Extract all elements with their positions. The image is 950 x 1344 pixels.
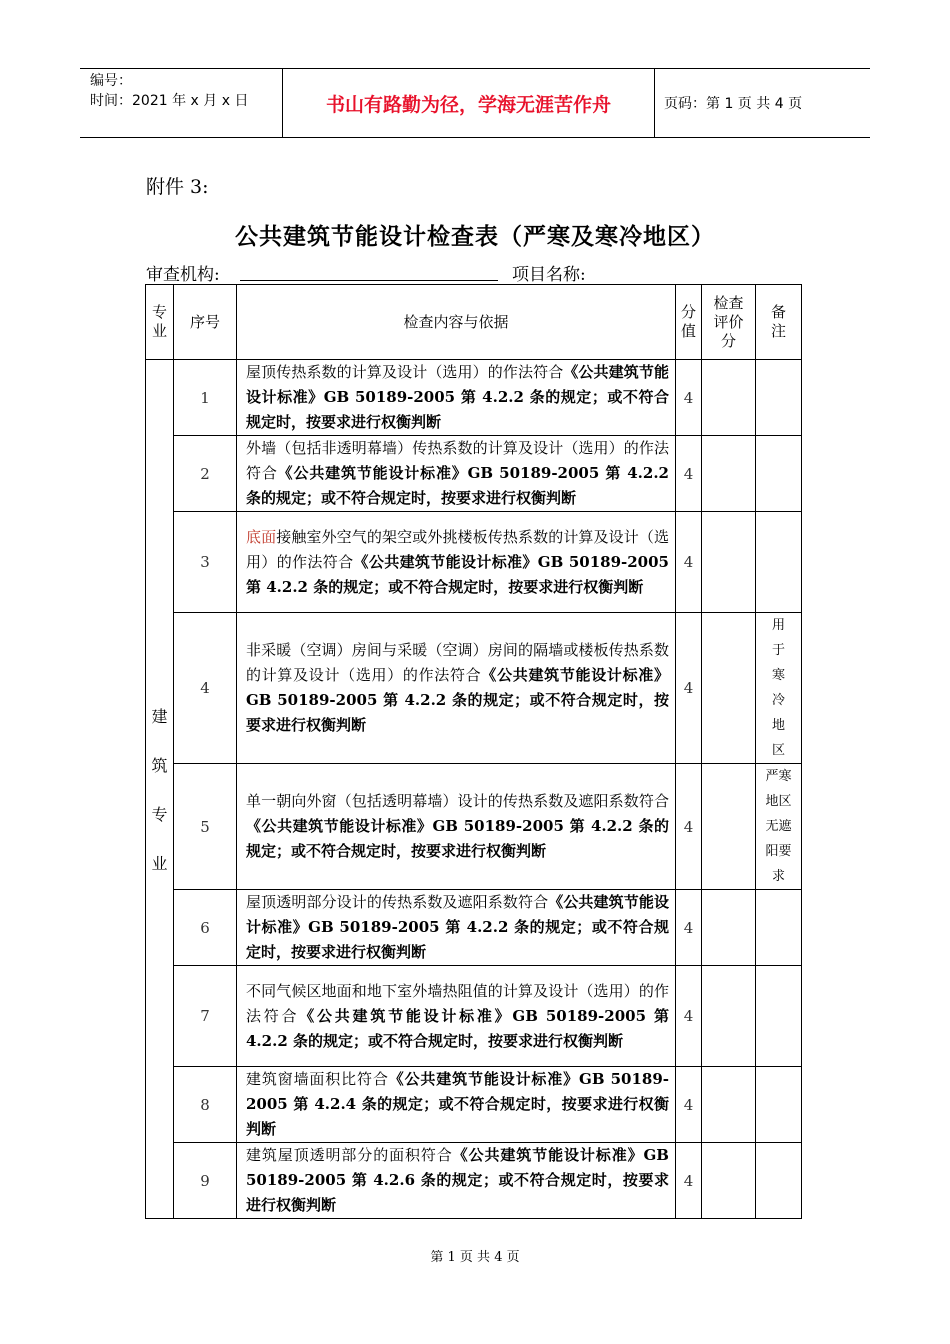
- row-score: 4: [676, 1067, 702, 1143]
- row-content: [237, 966, 676, 1067]
- content-text: 建筑窗墙面积比符合: [246, 1070, 389, 1088]
- table-row: [146, 966, 802, 1067]
- row-evaluation: [702, 1143, 756, 1219]
- row-score: 4: [676, 436, 702, 512]
- header-meta: [80, 69, 282, 137]
- note-char: 严寒: [765, 769, 792, 784]
- row-note: [756, 613, 802, 764]
- highlight-text: 底面: [246, 527, 277, 546]
- review-org-blank: [240, 280, 498, 281]
- row-number: 2: [174, 436, 237, 512]
- specialty-char: 业: [151, 854, 168, 873]
- header-time: 时间：2021 年 x 月 x 日: [90, 93, 249, 109]
- row-number: 8: [174, 1067, 237, 1143]
- standard-reference: 《公共建筑节能设计标准》GB 50189-2005 第 4.2.2 条的规定；或不符合规定时，按要求进行权衡判断: [246, 666, 669, 734]
- meta-line: [146, 260, 806, 286]
- row-evaluation: [702, 613, 756, 764]
- content-text: 屋顶透明部分设计的传热系数及遮阳系数符合: [246, 893, 549, 911]
- table-row: [146, 436, 802, 512]
- row-note: [756, 764, 802, 890]
- row-score: 4: [676, 966, 702, 1067]
- standard-reference: 《公共建筑节能设计标准》GB 50189-2005 第 4.2.2 条的规定；或不符合规定时，按要求进行权衡判断: [246, 552, 669, 596]
- content-text: 建筑屋顶透明部分的面积符合: [246, 1146, 453, 1164]
- header-content: 检查内容与依据: [237, 285, 676, 360]
- page-header: [80, 68, 870, 138]
- table-row: [146, 360, 802, 436]
- header-evaluation: 检查 评价 分: [702, 285, 756, 360]
- standard-reference: 《公共建筑节能设计标准》GB 50189-2005 第 4.2.2 条的规定；或不符合规定时，按要求进行权衡判断: [246, 1006, 669, 1050]
- note-char: 区: [771, 743, 785, 758]
- note-char: 地区: [765, 794, 792, 809]
- project-name-label: 项目名称:: [512, 265, 586, 285]
- row-number: 4: [174, 613, 237, 764]
- specialty-cell: [146, 360, 174, 1219]
- header-note: 备 注: [756, 285, 802, 360]
- row-number: 7: [174, 966, 237, 1067]
- attachment-label: 附件 3:: [146, 176, 209, 198]
- row-content: [237, 613, 676, 764]
- row-note: [756, 966, 802, 1067]
- header-specialty: 专 业: [146, 285, 174, 360]
- standard-reference: 《公共建筑节能设计标准》GB 50189-2005 第 4.2.2 条的规定；或不符合规定时，按要求进行权衡判断: [246, 363, 669, 431]
- header-score: 分 值: [676, 285, 702, 360]
- note-char: 于: [771, 643, 785, 658]
- row-number: 5: [174, 764, 237, 890]
- row-note: [756, 436, 802, 512]
- standard-reference: 《公共建筑节能设计标准》GB 50189-2005 第 4.2.2 条的规定；或不符合规定时，按要求进行权衡判断: [246, 893, 669, 961]
- row-note: [756, 1067, 802, 1143]
- row-note: [756, 890, 802, 966]
- header-motto: 书山有路勤为径，学海无涯苦作舟: [282, 69, 655, 137]
- row-evaluation: [702, 360, 756, 436]
- content-text: 屋顶传热系数的计算及设计（选用）的作法符合: [246, 363, 564, 381]
- row-score: 4: [676, 360, 702, 436]
- note-char: 冷: [771, 693, 785, 708]
- row-note: [756, 360, 802, 436]
- table-row: [146, 764, 802, 890]
- note-char: 地: [771, 718, 785, 733]
- header-code: 编号：: [90, 73, 132, 89]
- standard-reference: 《公共建筑节能设计标准》GB 50189-2005 第 4.2.6 条的规定；或不符合规定时，按要求进行权衡判断: [246, 1146, 669, 1214]
- document-title: 公共建筑节能设计检查表（严寒及寒冷地区）: [235, 224, 715, 250]
- row-evaluation: [702, 512, 756, 613]
- row-number: 6: [174, 890, 237, 966]
- row-evaluation: [702, 764, 756, 890]
- row-score: 4: [676, 764, 702, 890]
- row-content: [237, 1143, 676, 1219]
- row-score: 4: [676, 512, 702, 613]
- row-evaluation: [702, 1067, 756, 1143]
- header-page-number: 页码：第 1 页 共 4 页: [664, 96, 803, 112]
- standard-reference: 《公共建筑节能设计标准》GB 50189-2005 第 4.2.2 条的规定；或不符合规定时，按要求进行权衡判断: [246, 817, 669, 860]
- table-row: [146, 613, 802, 764]
- content-text: 外墙（包括非透明幕墙）传热系数的计算及设计（选用）的作法符合: [246, 439, 669, 482]
- row-evaluation: [702, 966, 756, 1067]
- row-number: 1: [174, 360, 237, 436]
- specialty-char: 建: [151, 707, 168, 726]
- row-note: [756, 512, 802, 613]
- row-score: 4: [676, 890, 702, 966]
- note-char: 求: [771, 869, 785, 884]
- page-footer: 第 1 页 共 4 页: [430, 1250, 520, 1265]
- content-text: 不同气候区地面和地下室外墙热阻值的计算及设计（选用）的作法符合: [246, 981, 669, 1025]
- note-char: 无遮: [765, 819, 792, 834]
- row-evaluation: [702, 436, 756, 512]
- content-text: 单一朝向外窗（包括透明幕墙）设计的传热系数及遮阳系数符合: [246, 792, 669, 810]
- specialty-char: 专: [151, 805, 168, 824]
- note-char: 阳要: [765, 844, 792, 859]
- table-row: [146, 1067, 802, 1143]
- content-text: 非采暖（空调）房间与采暖（空调）房间的隔墙或楼板传热系数的计算及设计（选用）的作法符合: [246, 641, 669, 684]
- row-content: [237, 436, 676, 512]
- row-content: [237, 890, 676, 966]
- row-content: [237, 1067, 676, 1143]
- table-row: [146, 512, 802, 613]
- checklist-table: [145, 284, 802, 1219]
- table-header-row: [146, 285, 802, 360]
- standard-reference: 《公共建筑节能设计标准》GB 50189-2005 第 4.2.2 条的规定；或不符合规定时，按要求进行权衡判断: [246, 464, 669, 507]
- row-number: 3: [174, 512, 237, 613]
- row-content: [237, 512, 676, 613]
- row-score: 4: [676, 1143, 702, 1219]
- row-content: [237, 764, 676, 890]
- table-row: [146, 1143, 802, 1219]
- specialty-char: 筑: [151, 756, 168, 775]
- row-content: [237, 360, 676, 436]
- row-score: 4: [676, 613, 702, 764]
- row-number: 9: [174, 1143, 237, 1219]
- note-char: 用: [771, 618, 785, 633]
- header-index: 序号: [174, 285, 237, 360]
- note-char: 寒: [771, 668, 785, 683]
- row-evaluation: [702, 890, 756, 966]
- review-org-label: 审查机构:: [146, 265, 220, 285]
- content-text: 接触室外空气的架空或外挑楼板传热系数的计算及设计（选用）的作法符合: [246, 527, 669, 571]
- row-note: [756, 1143, 802, 1219]
- standard-reference: 《公共建筑节能设计标准》GB 50189-2005 第 4.2.4 条的规定；或不符合规定时，按要求进行权衡判断: [246, 1070, 669, 1138]
- table-row: [146, 890, 802, 966]
